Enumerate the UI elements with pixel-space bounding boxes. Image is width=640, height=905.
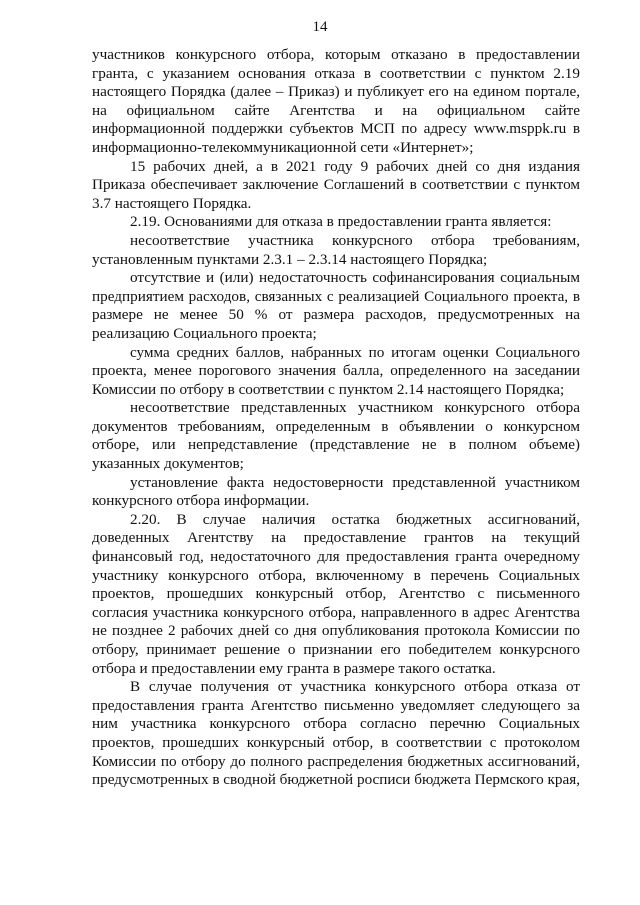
- paragraph-refusal-reason-4: несоответствие представленных участником конкурсного отбора документов требованиям, определенным в объявлении о конкурсном отборе, или непредставление (представление не в полном объеме) указанных документов;: [92, 399, 580, 473]
- paragraph-refusal-reason-3: сумма средних баллов, набранных по итогам оценки Социального проекта, менее порогового значения балла, определенного на заседании Комиссии по отбору в соответствии с пунктом 2.14 настоящего Порядка;: [92, 343, 580, 398]
- paragraph-2-19-heading: 2.19. Основаниями для отказа в предоставлении гранта является:: [130, 213, 552, 231]
- paragraph-refusal-reason-5: установление факта недостоверности представленной участником конкурсного отбора информации.: [92, 473, 580, 510]
- paragraph-agreement-deadline: 15 рабочих дней, а в 2021 году 9 рабочих дней со дня издания Приказа обеспечивает заключение Соглашений в соответствии с пунктом 3.7 настоящего Порядка.: [92, 157, 580, 212]
- paragraph-continued: участников конкурсного отбора, которым отказано в предоставлении гранта, с указанием основания отказа в соответствии с пунктом 2.19 настоящего Порядка (далее – Приказ) и публикует его на едином портале, на официальном сайте Агентства и на официальном сайте информационной поддержки субъектов МСП по адресу www.msppk.ru в информационно-телекоммуникационной сети «Интернет»;: [92, 46, 580, 156]
- paragraph-refusal-reason-1: несоответствие участника конкурсного отбора требованиям, установленным пунктами 2.3.1 – 2.3.14 настоящего Порядка;: [92, 231, 580, 268]
- paragraph-refusal-notification: В случае получения от участника конкурсного отбора отказа от предоставления гранта Агентство письменно уведомляет следующего за ним участника конкурсного отбора согласно перечню Социальных проектов, прошедших конкурсный отбор, в соответствии с протоколом Комиссии по отбору до полного распределения бюджетных ассигнований, предусмотренных в сводной бюджетной росписи бюджета Пермского края,: [92, 678, 580, 789]
- paragraph-refusal-reason-2: отсутствие и (или) недостаточность софинансирования социальным предприятием расходов, связанных с реализацией Социального проекта, в размере не менее 50 % от размера расходов, предусмотренных на реализацию Социального проекта;: [92, 269, 580, 342]
- paragraph-2-20: 2.20. В случае наличия остатка бюджетных ассигнований, доведенных Агентству на предоставление грантов на текущий финансовый год, недостаточного для предоставления гранта очередному участнику конкурсного отбора, включенному в перечень Социальных проектов, прошедших конкурсный отбор, Агентство с письменного согласия участника конкурсного отбора, направленного в адрес Агентства не позднее 2 рабочих дней со дня опубликования протокола Комиссии по отбору, принимает решение о признании его победителем конкурсного отбора и предоставлении ему гранта в размере такого остатка.: [92, 510, 580, 677]
- page-number: 14: [312, 19, 328, 35]
- document-body: [92, 46, 580, 790]
